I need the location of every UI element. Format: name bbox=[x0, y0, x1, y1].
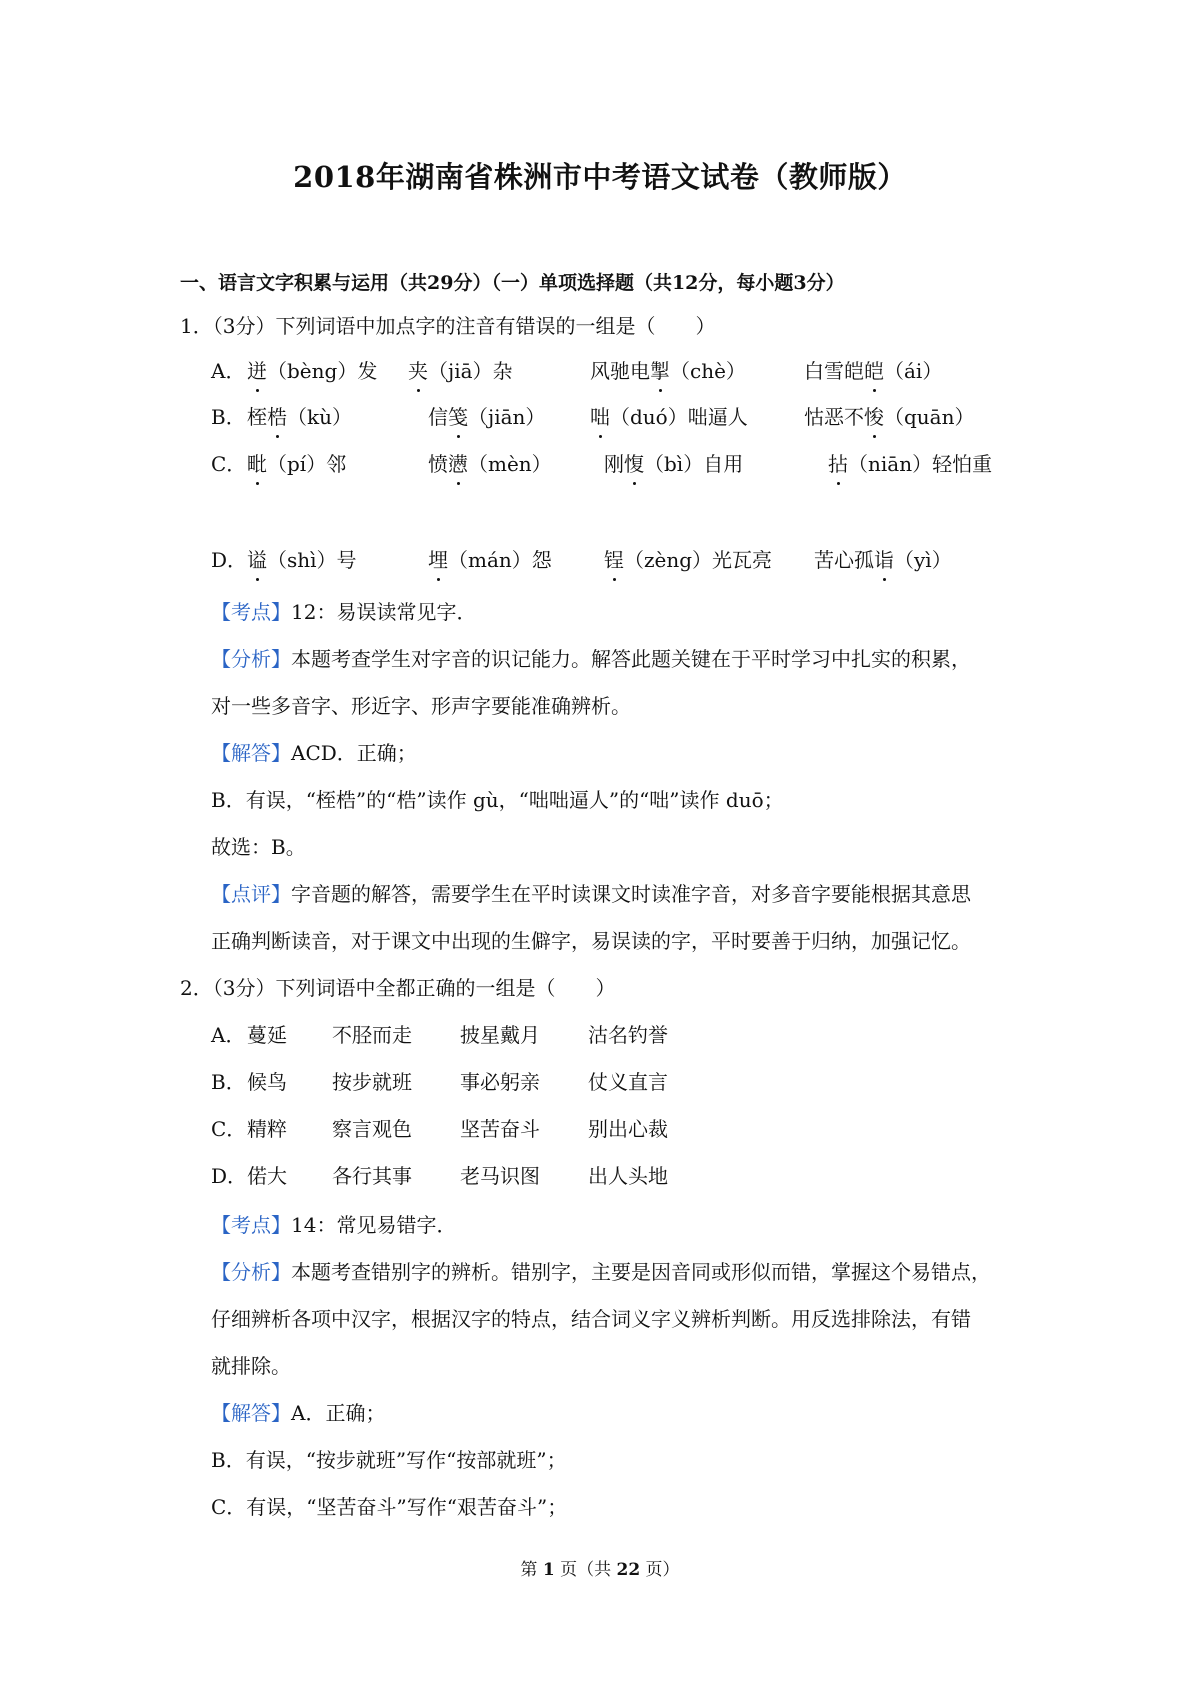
dotted-char: 诣 bbox=[874, 548, 894, 572]
option-word: 坚苦奋斗 bbox=[460, 1117, 540, 1141]
dotted-char: 懑 bbox=[448, 452, 468, 476]
option-label: C． bbox=[211, 452, 247, 476]
q2-jieda-line-1: 【解答】A．正确； bbox=[211, 1401, 386, 1425]
option-label: D． bbox=[211, 548, 248, 572]
option-word: 沽名钓誉 bbox=[588, 1023, 668, 1047]
jieda-tag: 【解答】 bbox=[211, 741, 291, 765]
page-footer: 第 1 页（共 22 页） bbox=[520, 1560, 680, 1580]
dotted-char: 愎 bbox=[624, 452, 644, 476]
option-word: 披星戴月 bbox=[460, 1023, 540, 1047]
q2-jieda-line-2: B．有误，“按步就班”写作“按部就班”； bbox=[211, 1448, 567, 1472]
option-word: 埋（mán）怨 bbox=[428, 548, 552, 572]
option-word: 候鸟 bbox=[247, 1070, 287, 1094]
dotted-char: 笺 bbox=[448, 405, 468, 429]
dotted-char: 梏 bbox=[267, 405, 287, 429]
dotted-char: 毗 bbox=[247, 452, 267, 476]
option-word: 风驰电掣（chè） bbox=[590, 359, 746, 383]
q1-fenxi-line-2: 对一些多音字、形近字、形声字要能准确辨析。 bbox=[211, 694, 631, 718]
option-label: D． bbox=[211, 1164, 248, 1188]
option-word: 怙恶不悛（quān） bbox=[804, 405, 975, 429]
option-word: 锃（zèng）光瓦亮 bbox=[604, 548, 773, 572]
option-word: 夹（jiā）杂 bbox=[408, 359, 513, 383]
option-word: 谥（shì）号 bbox=[247, 548, 357, 572]
question-1-stem: 1．（3分）下列词语中加点字的注音有错误的一组是（ ） bbox=[180, 314, 716, 338]
option-label: C． bbox=[211, 1117, 247, 1141]
dotted-char: 迸 bbox=[247, 359, 267, 383]
q1-jieda-line-2: B．有误，“桎梏”的“梏”读作 gù，“咄咄逼人”的“咄”读作 duō； bbox=[211, 788, 784, 812]
dotted-char: 皑 bbox=[864, 359, 884, 383]
option-word: 老马识图 bbox=[460, 1164, 540, 1188]
dotted-char: 埋 bbox=[428, 548, 448, 572]
option-word: 别出心裁 bbox=[588, 1117, 668, 1141]
q2-fenxi-line-3: 就排除。 bbox=[211, 1354, 291, 1378]
dotted-char: 谥 bbox=[247, 548, 267, 572]
dotted-char: 悛 bbox=[864, 405, 884, 429]
page-number: 1 bbox=[542, 1560, 555, 1580]
option-word: 蔓延 bbox=[247, 1023, 287, 1047]
kaodian-tag: 【考点】 bbox=[211, 600, 291, 624]
option-word: 出人头地 bbox=[588, 1164, 668, 1188]
q1-jieda-line-1: 【解答】ACD．正确； bbox=[211, 741, 417, 765]
kaodian-tag: 【考点】 bbox=[211, 1213, 291, 1237]
option-word: 察言观色 bbox=[332, 1117, 412, 1141]
option-word: 苦心孤诣（yì） bbox=[814, 548, 952, 572]
q2-kaodian: 【考点】14：常见易错字． bbox=[211, 1213, 457, 1237]
option-word: 刚愎（bì）自用 bbox=[604, 452, 744, 476]
option-word: 毗（pí）邻 bbox=[247, 452, 347, 476]
q1-jieda-line-3: 故选：B。 bbox=[211, 835, 306, 859]
option-label: A． bbox=[211, 359, 246, 383]
option-word: 按步就班 bbox=[332, 1070, 412, 1094]
fenxi-tag: 【分析】 bbox=[211, 647, 291, 671]
dotted-char: 拈 bbox=[828, 452, 848, 476]
page-total: 22 bbox=[616, 1560, 641, 1580]
q2-jieda-line-3: C．有误，“坚苦奋斗”写作“艰苦奋斗”； bbox=[211, 1495, 568, 1519]
option-word: 拈（niān）轻怕重 bbox=[828, 452, 993, 476]
option-word: 事必躬亲 bbox=[460, 1070, 540, 1094]
option-word: 精粹 bbox=[247, 1117, 287, 1141]
q1-fenxi-line-1: 【分析】本题考查学生对字音的识记能力。解答此题关键在于平时学习中扎实的积累， bbox=[211, 647, 971, 671]
option-word: 白雪皑皑（ái） bbox=[804, 359, 943, 383]
option-word: 仗义直言 bbox=[588, 1070, 668, 1094]
question-2-stem: 2．（3分）下列词语中全都正确的一组是（ ） bbox=[180, 976, 616, 1000]
option-word: 桎梏（kù） bbox=[247, 405, 352, 429]
option-label: B． bbox=[211, 1070, 246, 1094]
option-word: 迸（bèng）发 bbox=[247, 359, 378, 383]
dotted-char: 掣 bbox=[650, 359, 670, 383]
option-label: A． bbox=[211, 1023, 246, 1047]
dotted-char: 夹 bbox=[408, 359, 428, 383]
section-heading: 一、语言文字积累与运用（共29分）（一）单项选择题（共12分，每小题3分） bbox=[180, 272, 845, 294]
option-word: 偌大 bbox=[247, 1164, 287, 1188]
option-word: 不胫而走 bbox=[332, 1023, 412, 1047]
q2-fenxi-line-2: 仔细辨析各项中汉字，根据汉字的特点，结合词义字义辨析判断。用反选排除法，有错 bbox=[211, 1307, 971, 1331]
q1-dianping-line-2: 正确判断读音，对于课文中出现的生僻字，易误读的字，平时要善于归纳，加强记忆。 bbox=[211, 929, 971, 953]
jieda-tag: 【解答】 bbox=[211, 1401, 291, 1425]
option-word: 各行其事 bbox=[332, 1164, 412, 1188]
option-word: 愤懑（mèn） bbox=[428, 452, 552, 476]
q1-kaodian: 【考点】12：易误读常见字． bbox=[211, 600, 477, 624]
option-word: 信笺（jiān） bbox=[428, 405, 546, 429]
fenxi-tag: 【分析】 bbox=[211, 1260, 291, 1284]
option-label: B． bbox=[211, 405, 246, 429]
dotted-char: 锃 bbox=[604, 548, 624, 572]
dotted-char: 咄 bbox=[590, 405, 610, 429]
page-title: 2018年湖南省株洲市中考语文试卷（教师版） bbox=[293, 160, 907, 194]
q1-dianping-line-1: 【点评】字音题的解答，需要学生在平时读课文时读准字音，对多音字要能根据其意思 bbox=[211, 882, 971, 906]
q2-fenxi-line-1: 【分析】本题考查错别字的辨析。错别字，主要是因音同或形似而错，掌握这个易错点， bbox=[211, 1260, 991, 1284]
option-word: 咄（duó）咄逼人 bbox=[590, 405, 748, 429]
dianping-tag: 【点评】 bbox=[211, 882, 291, 906]
